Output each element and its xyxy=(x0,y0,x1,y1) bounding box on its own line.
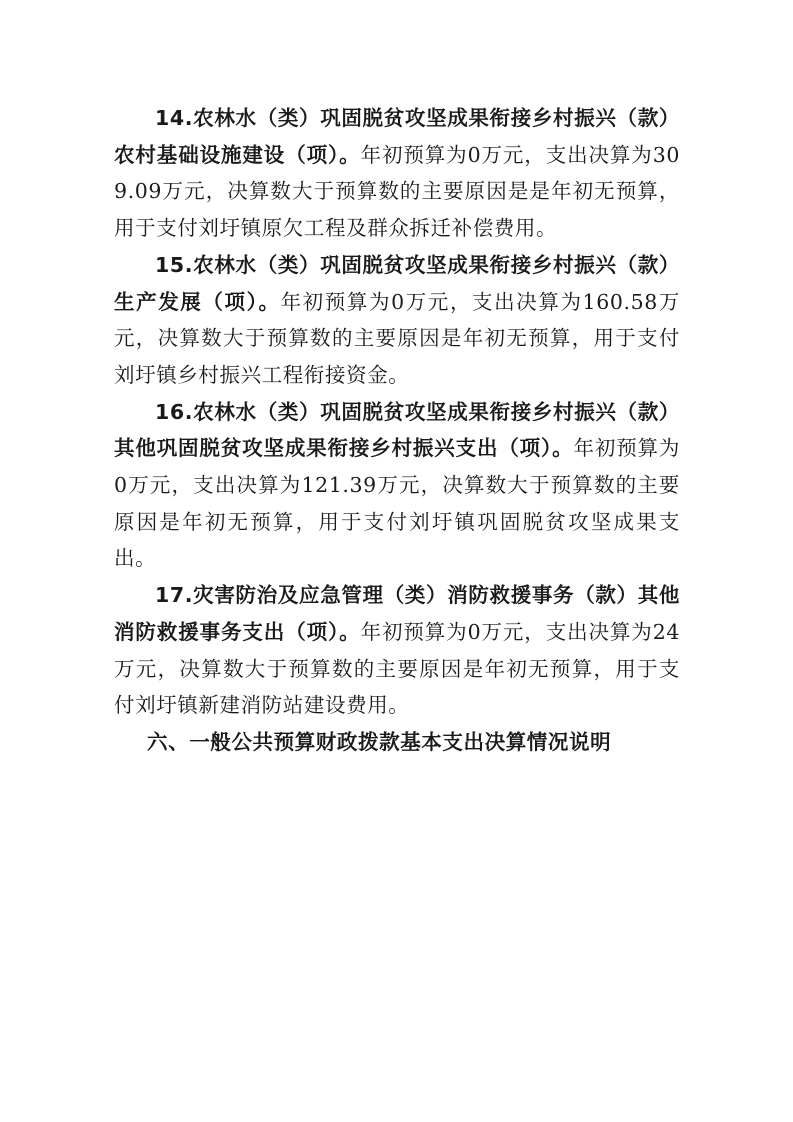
item-17-heading: 17.灾害防治及应急管理（类）消防救援事务（款）其他消防救援事务支出（项）。 xyxy=(114,583,680,644)
item-14-heading: 14.农林水（类）巩固脱贫攻坚成果衔接乡村振兴（款）农村基础设施建设（项）。 xyxy=(114,106,680,167)
item-14 xyxy=(114,100,680,247)
item-16-heading: 16.农林水（类）巩固脱贫攻坚成果衔接乡村振兴（款）其他巩固脱贫攻坚成果衔接乡村振兴支出（项）。 xyxy=(114,399,680,461)
item-16-body: 年初预算为0万元，支出决算为121.39万元，决算数大于预算数的主要原因是年初无预算，用于支付刘圩镇巩固脱贫攻坚成果支出。 xyxy=(114,436,681,571)
item-16 xyxy=(114,394,680,578)
item-15-heading: 15.农林水（类）巩固脱贫攻坚成果衔接乡村振兴（款）生产发展（项）。 xyxy=(114,252,680,314)
item-17-body: 年初预算为0万元，支出决算为24万元，决算数大于预算数的主要原因是年初无预算，用于支付刘圩镇新建消防站建设费用。 xyxy=(114,619,680,718)
item-14-body: 年初预算为0万元，支出决算为309.09万元，决算数大于预算数的主要原因是是年初无预算，用于支付刘圩镇原欠工程及群众拆迁补偿费用。 xyxy=(114,142,680,241)
section-title: 六、一般公共预算财政拨款基本支出决算情况说明 xyxy=(147,729,612,754)
item-15 xyxy=(114,247,680,394)
document-page xyxy=(114,100,680,761)
item-15-body: 年初预算为0万元，支出决算为160.58万元，决算数大于预算数的主要原因是年初无预算，用于支付刘圩镇乡村振兴工程衔接资金。 xyxy=(114,289,680,387)
item-17 xyxy=(114,577,680,724)
